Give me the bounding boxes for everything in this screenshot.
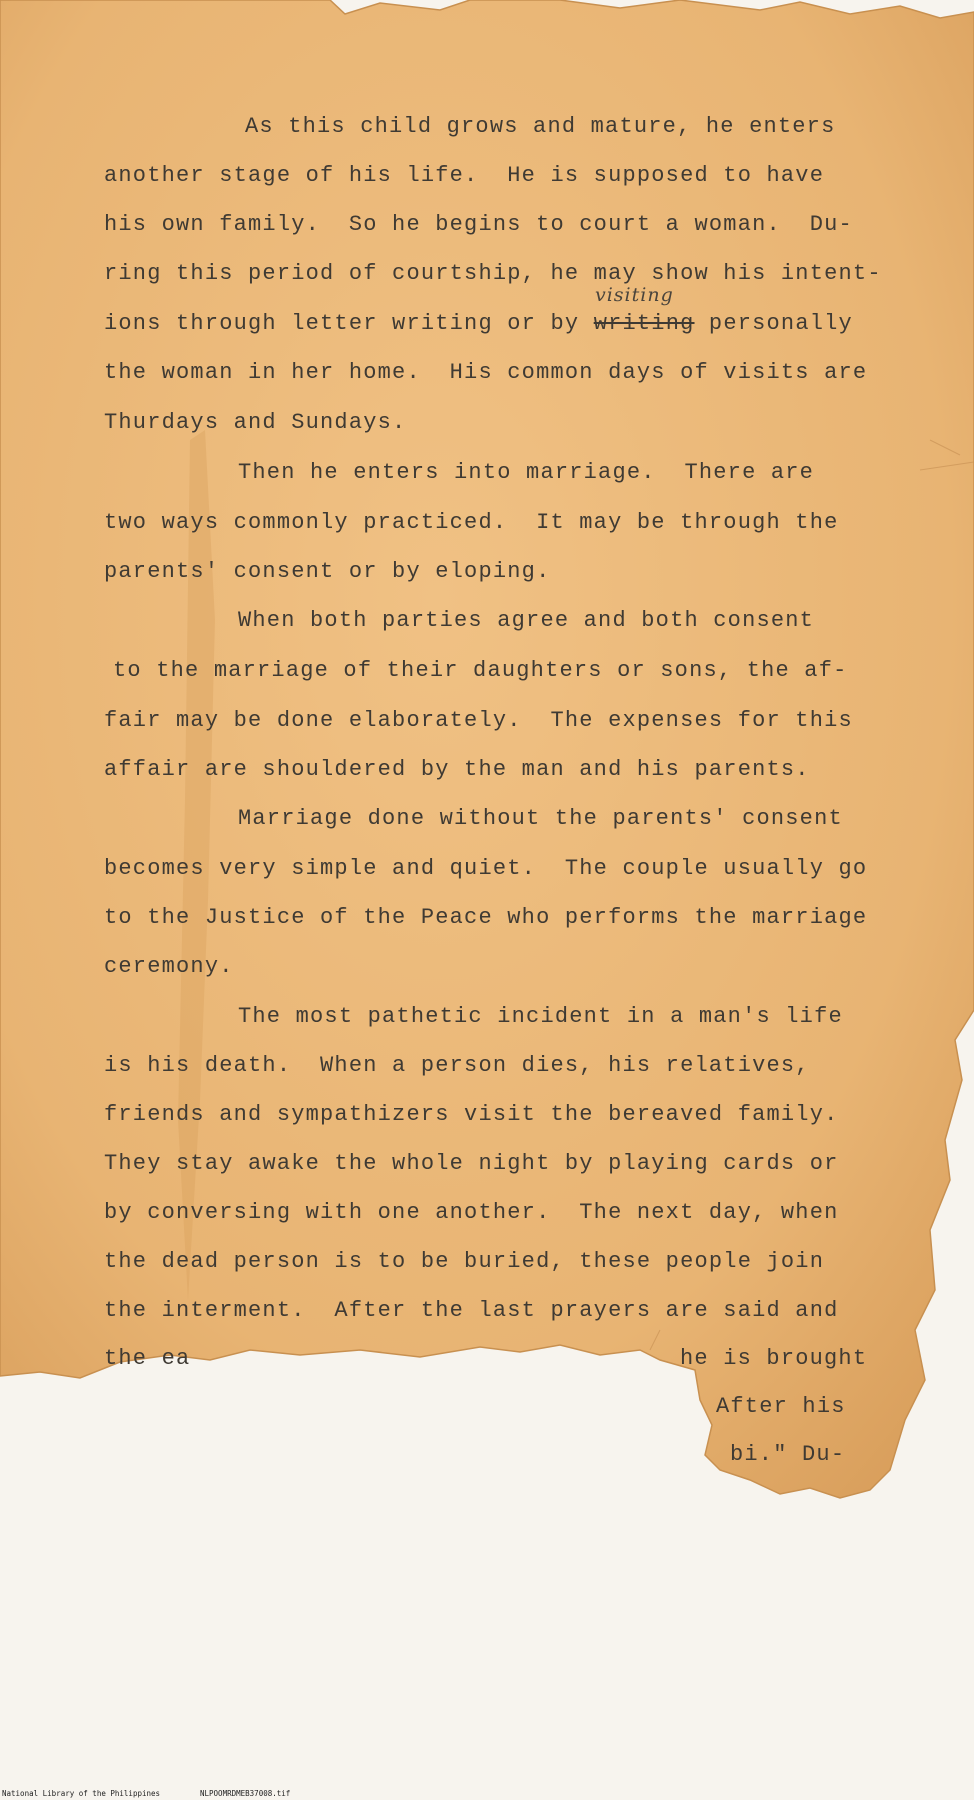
text-line-17: to the Justice of the Peace who performs the marriage — [104, 905, 868, 930]
text-line-25: the interment. After the last prayers are said and — [104, 1298, 839, 1323]
text-line-9: two ways commonly practiced. It may be through the — [104, 510, 839, 535]
text-line-5-end: personally — [694, 311, 853, 336]
library-credit: National Library of the Philippines — [2, 1789, 161, 1798]
text-line-1: As this child grows and mature, he enters — [245, 114, 836, 139]
text-line-8: Then he enters into marriage. There are — [238, 460, 815, 485]
text-line-15: Marriage done without the parents' consent — [238, 806, 843, 831]
handwritten-insert: visiting — [595, 284, 674, 306]
text-line-28: bi." Du- — [730, 1442, 846, 1467]
text-line-11: When both parties agree and both consent — [238, 608, 815, 633]
text-line-5-start: ions through letter writing or by — [104, 311, 594, 336]
text-line-26-start: the ea — [104, 1346, 191, 1371]
text-line-20: is his death. When a person dies, his relatives, — [104, 1053, 810, 1078]
text-line-4: ring this period of courtship, he may show his intent- — [104, 261, 882, 286]
text-line-21: friends and sympathizers visit the bereaved family. — [104, 1102, 839, 1127]
text-line-27: After his — [716, 1394, 846, 1419]
text-line-23: by conversing with one another. The next day, when — [104, 1200, 839, 1225]
text-line-6: the woman in her home. His common days of visits are — [104, 360, 868, 385]
scan-filename: NLPOOMRDMEB37008.tif — [200, 1789, 291, 1798]
text-line-19: The most pathetic incident in a man's life — [238, 1004, 843, 1029]
text-line-22: They stay awake the whole night by playing cards or — [104, 1151, 839, 1176]
text-line-2: another stage of his life. He is supposed to have — [104, 163, 825, 188]
text-line-3: his own family. So he begins to court a woman. Du- — [104, 212, 853, 237]
text-line-12: to the marriage of their daughters or sons, the af- — [113, 658, 848, 683]
text-line-16: becomes very simple and quiet. The couple usually go — [104, 856, 868, 881]
text-line-7: Thurdays and Sundays. — [104, 410, 407, 435]
text-line-26-end: he is brought — [680, 1346, 868, 1371]
text-line-10: parents' consent or by eloping. — [104, 559, 551, 584]
text-line-14: affair are shouldered by the man and his parents. — [104, 757, 810, 782]
text-line-13: fair may be done elaborately. The expenses for this — [104, 708, 853, 733]
text-line-18: ceremony. — [104, 954, 234, 979]
text-line-5 — [104, 311, 853, 337]
text-line-24: the dead person is to be buried, these people join — [104, 1249, 825, 1274]
struck-word: writing — [593, 311, 695, 336]
scan-footer — [0, 1788, 974, 1800]
